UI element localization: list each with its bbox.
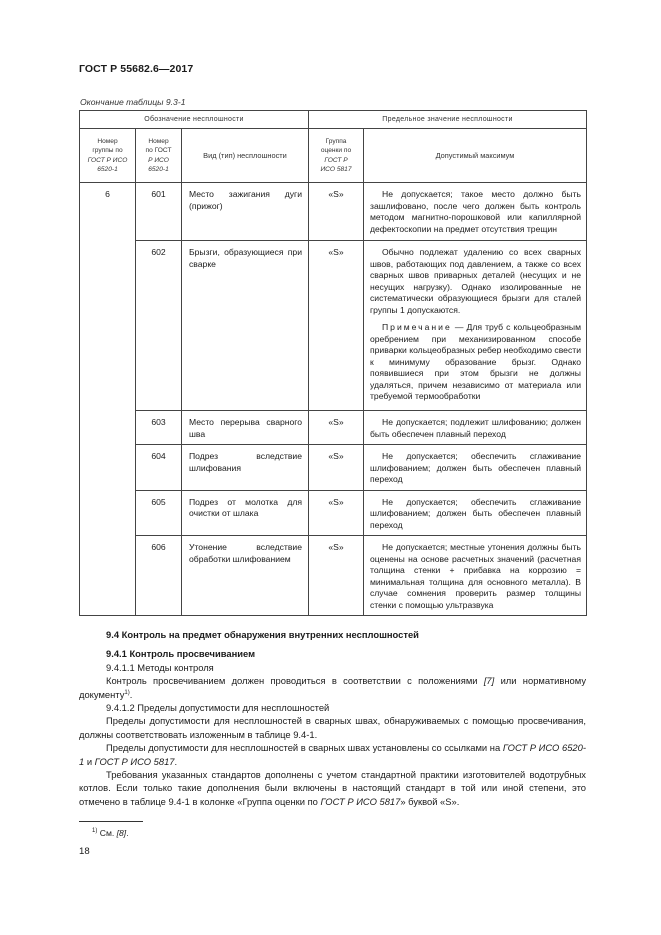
table-caption: Окончание таблицы 9.3-1 — [80, 97, 186, 107]
assessment-cell: «S» — [309, 445, 364, 491]
code-cell: 601 — [136, 183, 182, 241]
footnote: $^{1)}$ См. [8]. — [92, 828, 129, 838]
col-header-assessment-group: Группа оценки по ГОСТ Р ИСО 5817 — [309, 129, 364, 183]
paragraph: Требования указанных стандартов дополнены с учетом стандартной практики изготовителей водотрубных котлов. Если только такие дополнения были включены в настоящий стандарт в той или иной степени, это отмечено в таблице 9.4-1 в колонке «Группа оценки по ГОСТ Р ИСО 5817» буквой «S». — [79, 769, 586, 807]
kind-cell: Место перерыва сварного шва — [182, 411, 309, 445]
assessment-cell: «S» — [309, 183, 364, 241]
footnote-mark: 1) — [124, 689, 130, 696]
assessment-cell: «S» — [309, 241, 364, 411]
table-row — [80, 411, 587, 445]
max-cell: Не допускается; местные утонения должны быть оценены на основе расчетных значений (расчетная толщина стенки + прибавка на коррозию = минимальная толщина для основного металла). В случае сомнения проверить размер толщины стенки с помощью ультразвука — [364, 536, 587, 616]
heading-9-4: 9.4 Контроль на предмет обнаружения внутренних несплошностей — [106, 629, 419, 640]
heading-9-4-1: 9.4.1 Контроль просвечиванием — [106, 648, 256, 660]
kind-cell: Место зажигания дуги (прижог) — [182, 183, 309, 241]
max-cell: Не допускается; обеспечить сглаживание шлифованием; должен быть обеспечен плавный переход — [364, 445, 587, 491]
kind-cell: Подрез от молотка для очистки от шлака — [182, 490, 309, 536]
paragraph: Пределы допустимости для несплошностей в сварных швах установлены со ссылками на ГОСТ Р ИСО 6520-1 и ГОСТ Р ИСО 5817. — [79, 742, 586, 767]
group-header-designation: Обозначение несплошности — [80, 111, 309, 129]
heading-9-4-1-1: 9.4.1.1 Методы контроля — [106, 661, 214, 673]
kind-cell: Подрез вследствие шлифования — [182, 445, 309, 491]
col-header-number: Номер по ГОСТ Р ИСО 6520-1 — [136, 129, 182, 183]
discontinuity-table — [79, 110, 587, 616]
table-header-row — [80, 129, 587, 183]
group-header-limit: Предельное значение несплошности — [309, 111, 587, 129]
kind-cell: Утонение вследствие обработки шлифованием — [182, 536, 309, 616]
assessment-cell: «S» — [309, 536, 364, 616]
group-number-cell: 6 — [80, 183, 136, 616]
table-row — [80, 241, 587, 411]
table-note: Примечание — Для труб с кольцеобразным оребрением при механизированном способе приварки кольцеобразных ребер необходимо свести к минимуму образование брызг. Однако появившиеся при этом брызги не должны удаляться, причем независимо от материала или требуемой термообработки — [370, 322, 581, 401]
code-cell: 602 — [136, 241, 182, 411]
paragraph: Контроль просвечиванием должен проводиться в соответствии с положениями [7] или нормативному документу$^{1)}$. — [79, 675, 587, 700]
footnote-divider — [79, 821, 143, 822]
col-header-kind: Вид (тип) несплошности — [182, 129, 309, 183]
kind-cell: Брызги, образующиеся при сварке — [182, 241, 309, 411]
page-number: 18 — [79, 846, 90, 857]
table-group-header-row — [80, 111, 587, 129]
table-row — [80, 536, 587, 616]
max-cell: Не допускается; обеспечить сглаживание шлифованием; должен быть обеспечен плавный переход — [364, 490, 587, 536]
max-cell: Не допускается; такое место должно быть зашлифовано, после чего должен быть контроль методом магнитно-порошковой или капиллярной дефектоскопии на предмет отсутствия трещин — [364, 183, 587, 241]
max-cell: Обычно подлежат удалению со всех сварных швов, работающих под давлением, а также со всех сварных швов приварных деталей (несущих и не несущих нагрузку). Однако изолированные не систематически образующиеся брызги для сталей группы 1 допускаются. Примечание — Для труб с кольцеобразным оребрением при механизированном способе приварки кольцеобразных ребер необходимо свести к минимуму образование брызг. Однако появившиеся при этом брызги не должны удаляться, причем независимо от материала или требуемой термообработки — [364, 241, 587, 411]
heading-9-4-1-2: 9.4.1.2 Пределы допустимости для несплошностей — [106, 702, 330, 714]
paragraph: Пределы допустимости для несплошностей в сварных швах, обнаруживаемых с помощью просвечивания, должны соответствовать изложенным в таблице 9.4-1. — [79, 715, 586, 740]
assessment-cell: «S» — [309, 490, 364, 536]
code-cell: 603 — [136, 411, 182, 445]
code-cell: 604 — [136, 445, 182, 491]
code-cell: 605 — [136, 490, 182, 536]
assessment-cell: «S» — [309, 411, 364, 445]
section-9-4 — [79, 628, 586, 808]
max-cell: Не допускается; подлежит шлифованию; должен быть обеспечен плавный переход — [364, 411, 587, 445]
code-cell: 606 — [136, 536, 182, 616]
col-header-max: Допустимый максимум — [364, 129, 587, 183]
table-row — [80, 445, 587, 491]
table-row — [80, 183, 587, 241]
table-row — [80, 490, 587, 536]
page-header: ГОСТ Р 55682.6—2017 — [79, 63, 194, 75]
col-header-group-number: Номер группы по ГОСТ Р ИСО 6520-1 — [80, 129, 136, 183]
